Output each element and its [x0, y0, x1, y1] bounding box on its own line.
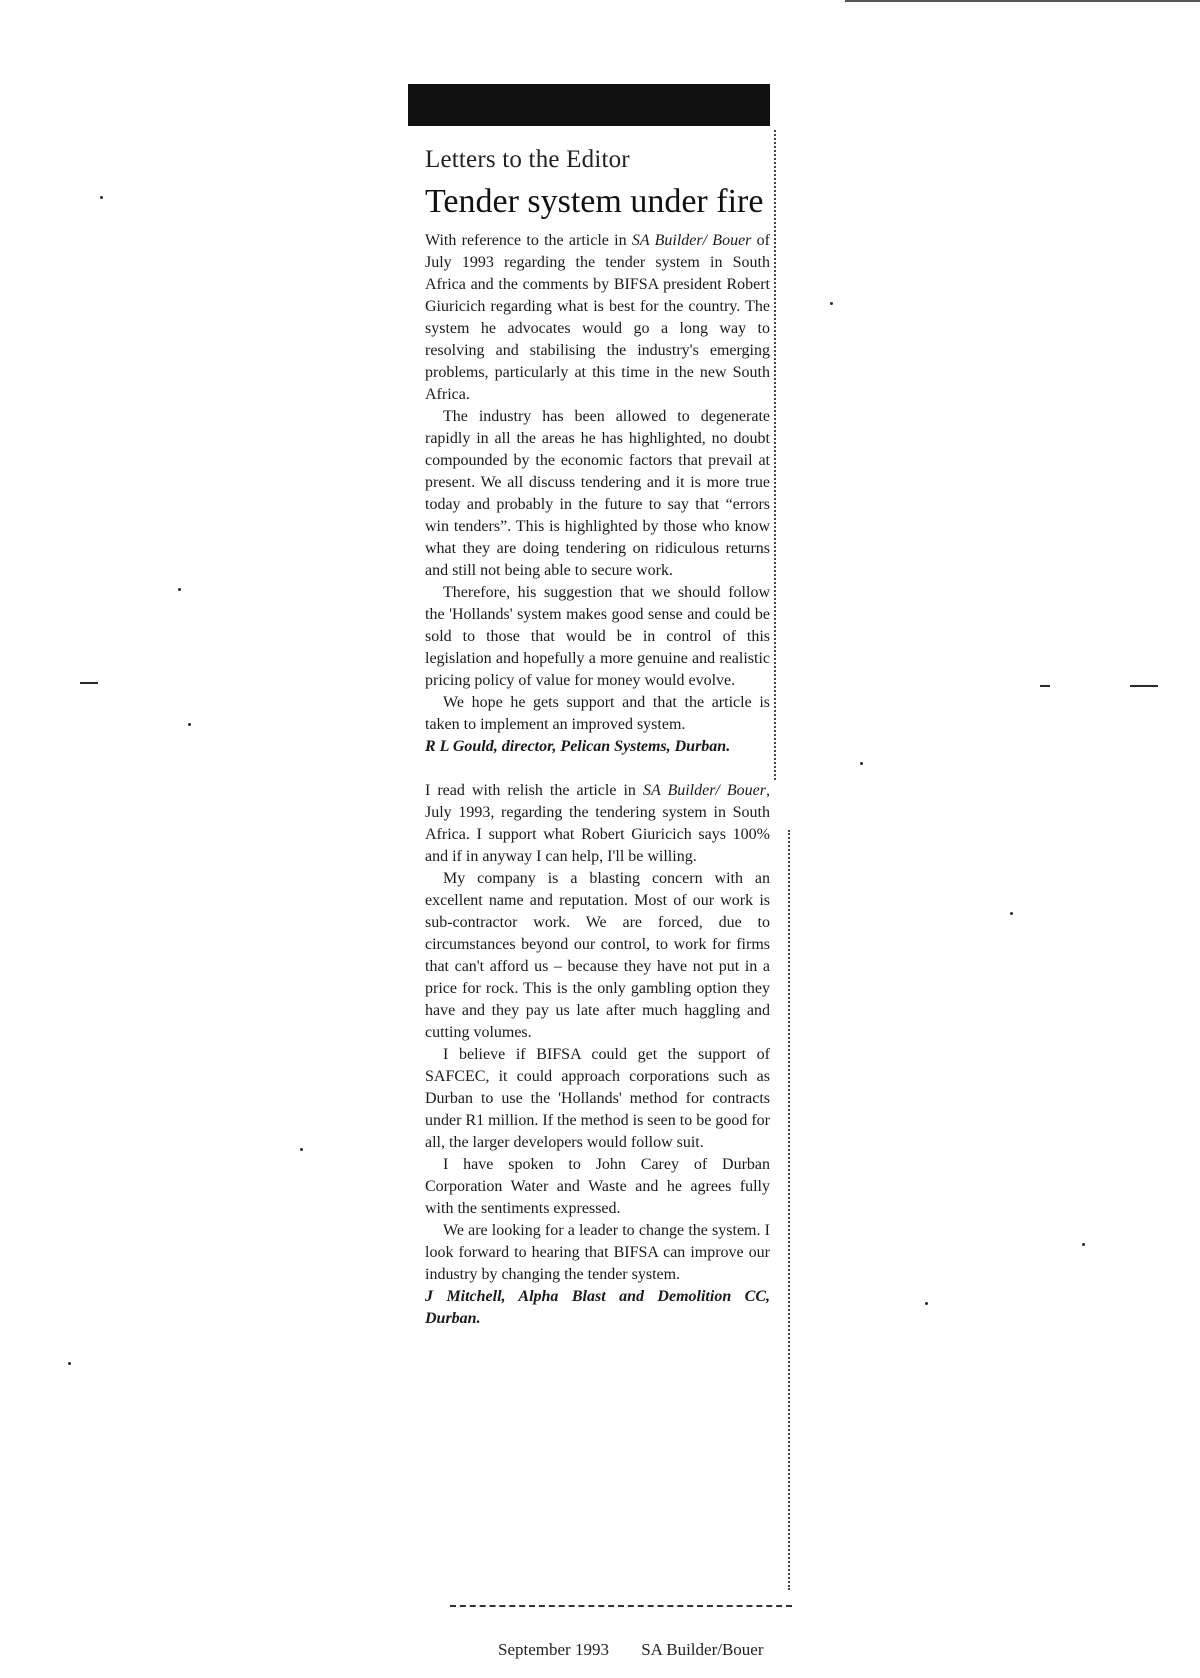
scan-speck: [925, 1302, 928, 1305]
scan-speck: [100, 196, 103, 199]
page-footer: [498, 1640, 764, 1660]
scan-speck: [68, 1362, 71, 1365]
letter-2: [425, 780, 770, 1330]
letter-2-paragraph-3: I believe if BIFSA could get the support of SAFCEC, it could approach corporations such as Durban to use the 'Hollands' method for contracts under R1 million. If the method is seen to be good for all, the larger developers would follow suit.: [425, 1046, 770, 1151]
header-bar: [408, 84, 770, 126]
letter-2-paragraph-4: I have spoken to John Carey of Durban Corporation Water and Waste and he agrees fully with the sentiments expressed.: [425, 1156, 770, 1217]
scan-speck: [80, 682, 98, 684]
letter-1-paragraph-4: We hope he gets support and that the article is taken to implement an improved system.: [425, 694, 770, 733]
letter-1: [425, 230, 770, 758]
footer-publication: SA Builder/Bouer: [641, 1640, 764, 1659]
letter-2-signature: J Mitchell, Alpha Blast and Demolition CC, Durban.: [425, 1288, 770, 1327]
scan-speck: [830, 302, 833, 305]
scan-speck: [1082, 1243, 1085, 1246]
letter-1-signature: R L Gould, director, Pelican Systems, Durban.: [425, 738, 731, 755]
clipping-edge: [788, 830, 790, 1590]
article-column: [425, 146, 770, 1330]
scan-speck: [1130, 685, 1158, 687]
scan-speck: [300, 1148, 303, 1151]
letter-1-paragraph-2: The industry has been allowed to degenerate rapidly in all the areas he has highlighted, no doubt compounded by the economic factors that prevail at present. We all discuss tendering and it is more true today and probably in the future to say that “errors win tenders”. This is highlighted by those who know what they are doing tendering on ridiculous returns and still not being able to secure work.: [425, 408, 770, 579]
letter-1-paragraph-1: With reference to the article in SA Builder/ Bouer of July 1993 regarding the tender system in South Africa and the comments by BIFSA president Robert Giuricich regarding what is best for the country. The system he advocates would go a long way to resolving and stabilising the industry's emerging problems, particularly at this time in the new South Africa.: [425, 232, 770, 403]
scan-speck: [178, 588, 181, 591]
letter-2-paragraph-2: My company is a blasting concern with an excellent name and reputation. Most of our work is sub-contractor work. We are forced, due to circumstances beyond our control, to work for firms that can't afford us – because they have not put in a price for rock. This is the only gambling option they have and they pay us late after much haggling and cutting volumes.: [425, 870, 770, 1041]
scan-speck: [860, 762, 863, 765]
section-label: Letters to the Editor: [425, 146, 630, 173]
letter-2-paragraph-1: I read with relish the article in SA Builder/ Bouer, July 1993, regarding the tendering system in South Africa. I support what Robert Giuricich says 100% and if in anyway I can help, I'll be willing.: [425, 782, 770, 865]
scan-speck: [1040, 685, 1050, 687]
scan-speck: [1010, 912, 1013, 915]
scan-edge-rule: [845, 0, 1200, 2]
letter-2-paragraph-5: We are looking for a leader to change the system. I look forward to hearing that BIFSA can improve our industry by changing the tender system.: [425, 1222, 770, 1283]
headline: Tender system under fire: [425, 183, 764, 220]
letter-separator: [425, 758, 770, 780]
footer-date: September 1993: [498, 1640, 609, 1659]
bottom-rule: [450, 1605, 792, 1607]
scan-speck: [188, 723, 191, 726]
clipping-edge: [774, 130, 776, 780]
letter-1-paragraph-3: Therefore, his suggestion that we should follow the 'Hollands' system makes good sense and could be sold to those that would be in control of this legislation and hopefully a more genuine and realistic pricing policy of value for money would evolve.: [425, 584, 770, 689]
